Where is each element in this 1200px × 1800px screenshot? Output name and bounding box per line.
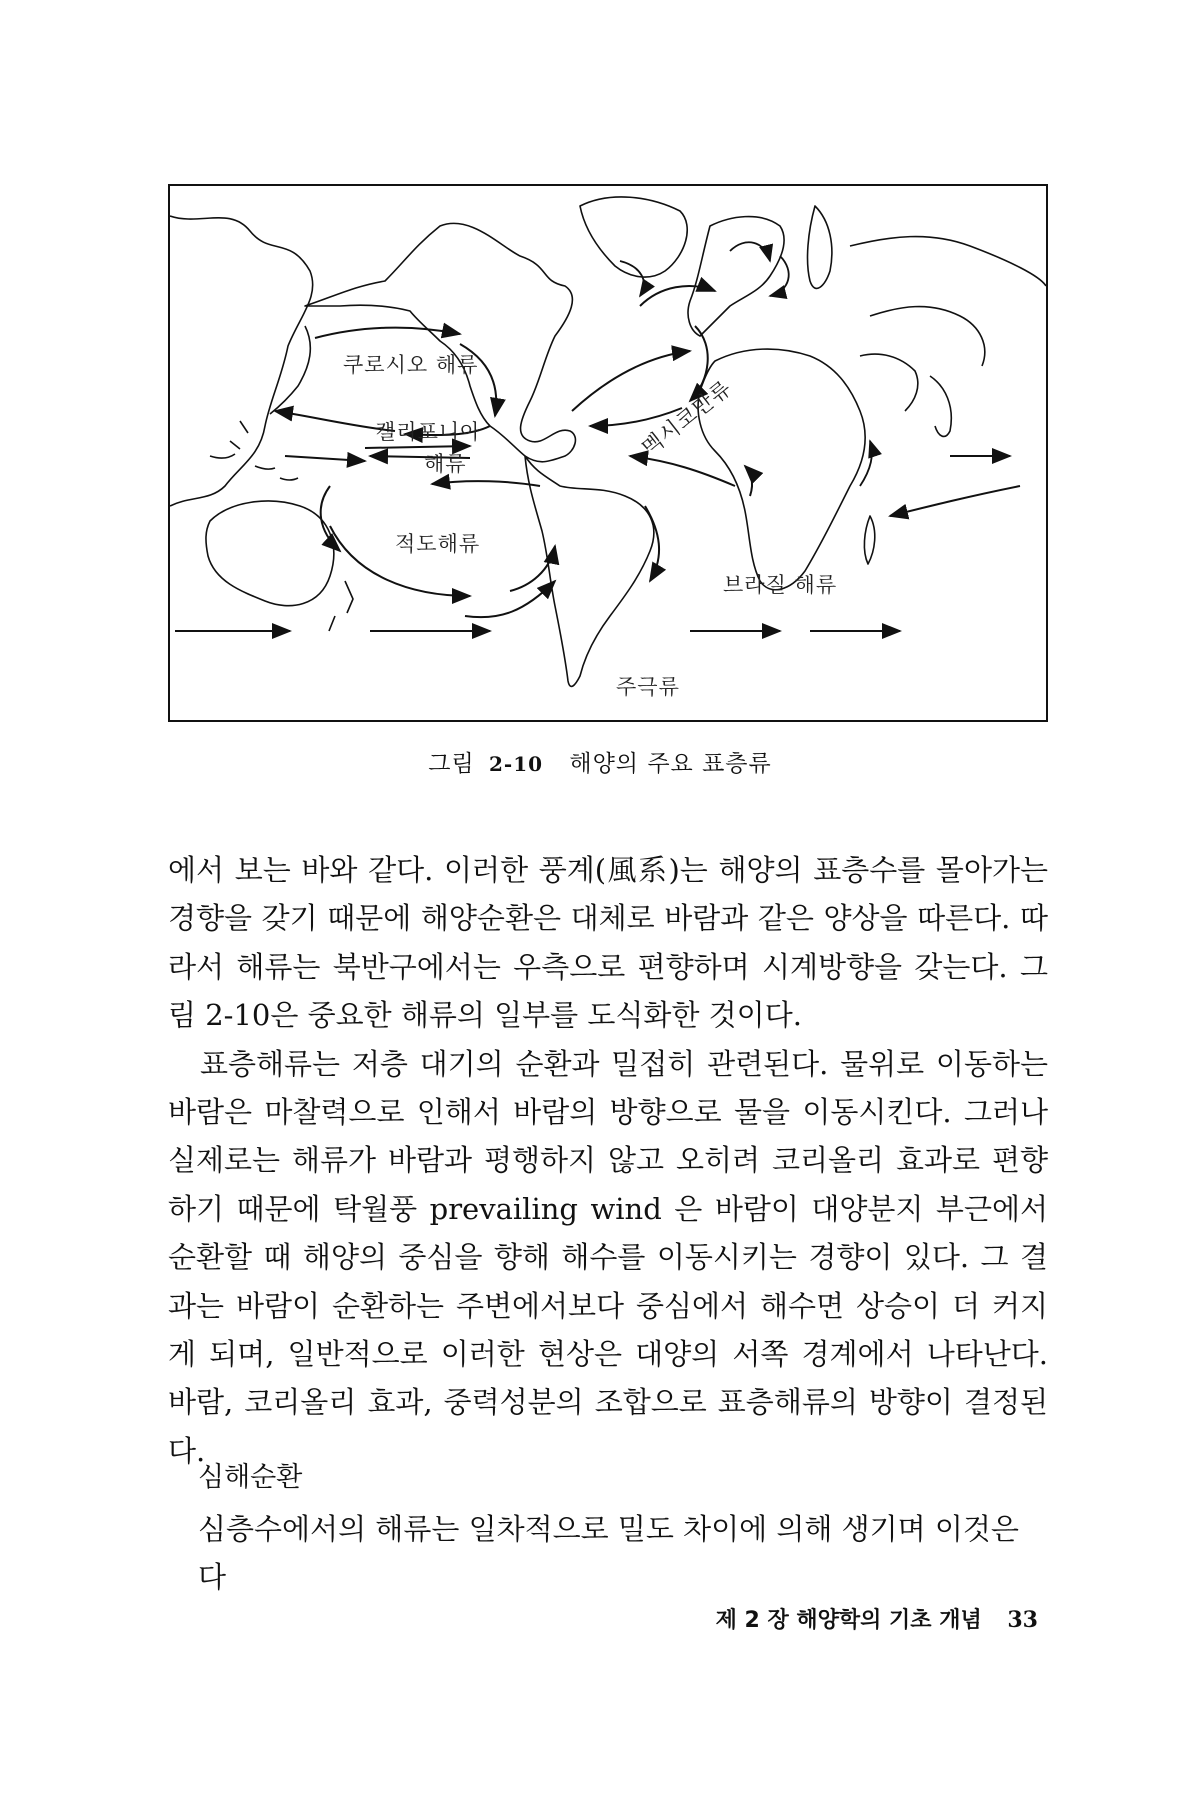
gulf-stream-arrow bbox=[572, 351, 690, 411]
kuroshio-label: 쿠로시오 해류 bbox=[343, 353, 479, 377]
ocean-currents-map bbox=[168, 184, 1048, 722]
north-equatorial-arrow-1 bbox=[285, 456, 365, 461]
australia bbox=[206, 501, 334, 606]
page-footer bbox=[716, 1603, 1038, 1634]
caption-title: 해양의 주요 표층류 bbox=[569, 751, 772, 777]
madagascar bbox=[864, 516, 874, 564]
page-number: 33 bbox=[1007, 1607, 1038, 1633]
indian-ocean-arrow-2 bbox=[890, 486, 1020, 516]
paragraph-1: 에서 보는 바와 같다. 이러한 풍계(風系)는 해양의 표층수를 몰아가는 경향을 갖기 때문에 해양순환은 대체로 바람과 같은 양상을 따른다. 따라서 해류는 북반구에서는 우측으로 편향하며 시계방향을 갖는다. 그림 2-10은 중요한 해류의 일부를 도식화한 것이다. bbox=[168, 853, 1048, 1033]
world-map-drawing bbox=[170, 186, 1046, 720]
brazil-current-label: 브라질 해류 bbox=[723, 573, 838, 597]
benguela-arrow bbox=[745, 466, 752, 496]
figure-caption bbox=[0, 745, 1200, 778]
arabia-india bbox=[860, 354, 951, 436]
caption-prefix: 그림 bbox=[428, 751, 475, 777]
europe bbox=[688, 217, 784, 336]
equatorial-label: 적도해류 bbox=[395, 532, 481, 556]
greenland bbox=[580, 197, 687, 277]
kuroshio-current-arrow bbox=[315, 328, 460, 338]
agulhas-arrow bbox=[860, 441, 872, 486]
new-zealand bbox=[329, 581, 353, 631]
asia-coastline bbox=[170, 216, 313, 506]
south-america bbox=[525, 456, 654, 686]
eurasia-east bbox=[850, 237, 1046, 366]
chapter-title: 제 2 장 해양학의 기초 개념 bbox=[715, 1608, 982, 1633]
body-text bbox=[168, 846, 1048, 1475]
europe-eddy-arrow-1 bbox=[730, 242, 770, 261]
south-atlantic-return-arrow bbox=[630, 456, 735, 486]
section-heading: 심해순환 bbox=[198, 1462, 303, 1493]
philippines-islands bbox=[210, 421, 298, 480]
scandinavia bbox=[808, 206, 832, 288]
europe-eddy-arrow-2 bbox=[770, 256, 789, 296]
gulf-stream-label: 멕시코만류 bbox=[637, 375, 737, 461]
pacific-southwest-arrow bbox=[465, 581, 555, 617]
california-label-suffix: 해류 bbox=[424, 452, 467, 476]
caption-number: 2-10 bbox=[489, 752, 544, 776]
east-australian-arrow bbox=[321, 486, 340, 551]
north-atlantic-drift-arrow bbox=[640, 286, 715, 306]
paragraph-2: 표층해류는 저층 대기의 순환과 밀접히 관련된다. 물위로 이동하는 바람은 마찰력으로 인해서 바람의 방향으로 물을 이동시킨다. 그러나 실제로는 해류가 바람과 평행하지 않고 오히려 코리올리 효과로 편향하기 때문에 탁월풍 prevailing wind 은 바람이 대양분지 부근에서 순환할 때 해양의 중심을 향해 해수를 이동시키는 경향이 있다. 그 결과는 바람이 순환하는 주변에서보다 중심에서 해수면 상승이 더 커지게 되며, 일반적으로 이러한 현상은 대양의 서쪽 경계에서 나타난다. 바람, 코리올리 효과, 중력성분의 조합으로 표층해류의 방향이 결정된다. bbox=[168, 1046, 1048, 1468]
california-label: 캘리포니아 bbox=[375, 420, 482, 444]
section-text: 심층수에서의 해류는 일차적으로 밀도 차이에 의해 생기며 이것은 다 bbox=[198, 1512, 1019, 1594]
south-equatorial-arrow bbox=[432, 481, 540, 486]
antarctic-current-label: 주극류 bbox=[616, 675, 680, 699]
europe-eddy-arrow-3 bbox=[620, 261, 644, 296]
